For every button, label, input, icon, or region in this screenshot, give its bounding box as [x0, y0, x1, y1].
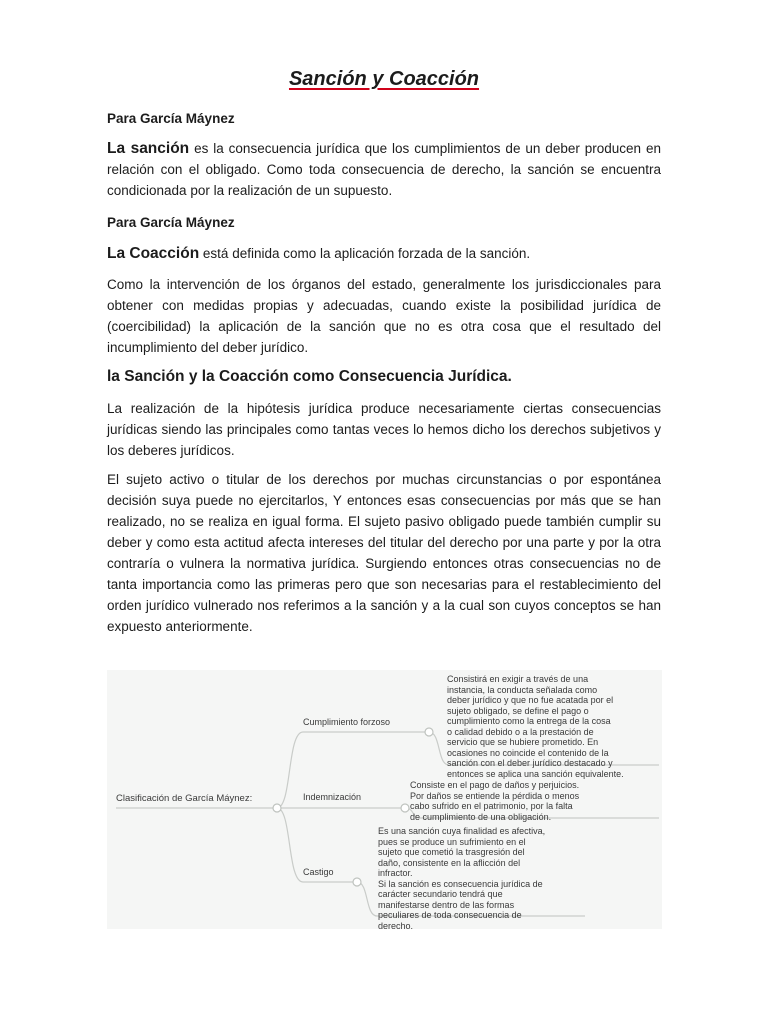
leaf-line: Consiste en el pago de daños y perjuicios. — [410, 780, 580, 790]
leaf-line: sujeto obligado, se define el pago o — [447, 705, 589, 716]
leaf-line: derecho. — [378, 920, 414, 931]
leaf-line: sujeto que cometió la trasgresión del — [378, 847, 525, 857]
branch-indemnizacion: Indemnización — [303, 792, 362, 802]
leaf-line: cabo sufrido en el patrimonio, por la falta — [410, 801, 573, 811]
mindmap-figure — [107, 670, 662, 929]
term-sancion: La sanción — [107, 140, 190, 157]
leaf-line: pues se produce un sufrimiento en el — [378, 836, 526, 847]
indemnizacion-node-dot — [401, 804, 409, 812]
paragraph-intervencion: Como la intervención de los órganos del estado, generalmente los jurisdiccionales para obtener con medidas propias y adecuadas, cuando existe la posibilidad jurídica de (coercibilidad) la aplicación de la sanción que no es otra cosa que el resultado del incumplimiento del deber jurídico. — [107, 277, 661, 355]
leaf-line: manifestarse dentro de las formas — [378, 899, 515, 910]
paragraph-coaccion — [107, 243, 661, 264]
leaf-line: daño, consistente en la aflicción del — [378, 857, 521, 868]
document-title: Sanción y Coacción — [288, 68, 480, 90]
leaf-line: Por daños se entiende la pérdida o menos — [410, 790, 580, 801]
leaf-line: Si la sanción es consecuencia jurídica de — [378, 878, 543, 889]
leaf-line: carácter secundario tendrá que — [378, 889, 503, 899]
leaf-line: peculiares de toda consecuencia de — [378, 910, 522, 920]
leaf-line: sanción con el deber jurídico destacado y — [447, 758, 613, 768]
leaf-indemnizacion — [410, 780, 670, 822]
paragraph-hipotesis: La realización de la hipótesis jurídica produce necesariamente ciertas consecuencias jurídicas siendo las principales como tantas veces lo hemos dicho los derechos subjetivos y los deberes jurídicos. — [107, 401, 661, 458]
leaf-line: infractor. — [378, 868, 413, 878]
definition-coaccion: está definida como la aplicación forzada de la sanción. — [199, 246, 531, 261]
leaf-line: cumplimiento como la entrega de la cosa — [447, 716, 611, 726]
section-heading: la Sanción y la Coacción como Consecuencia Jurídica. — [107, 368, 512, 385]
branch-cumplimiento-forzoso: Cumplimiento forzoso — [303, 717, 391, 727]
mindmap-root: Clasificación de García Máynez: — [116, 793, 253, 804]
leaf-line: instancia, la conducta señalada como — [447, 684, 598, 695]
castigo-node-dot — [353, 878, 361, 886]
subtitle-author-1: Para García Máynez — [107, 111, 235, 126]
paragraph-sujeto: El sujeto activo o titular de los derechos por muchas circunstancias o por espontánea decisión suya puede no ejercitarlos, Y entonces esas consecuencias por más que se han realizado, no se realiza en igual forma. El sujeto pasivo obligado puede también cumplir su deber y como esta actitud afecta intereses del titular del derecho por una parte y por la otra contraría o vulnera la normativa jurídica. Surgiendo entonces otras consecuencias no de tanta importancia como las primeras pero que son necesarias para el restablecimiento del orden jurídico vulnerado nos referimos a la sanción y a la cual son cuyos conceptos se han expuesto anteriormente. — [107, 472, 661, 634]
cumplimiento-node-dot — [425, 728, 433, 736]
subtitle-author-2: Para García Máynez — [107, 215, 235, 230]
leaf-line: servicio que se hubiere prometido. En — [447, 737, 599, 747]
leaf-line: o calidad debido o a la prestación de — [447, 726, 594, 737]
leaf-line: entonces se aplica una sanción equivalente. — [447, 768, 624, 779]
leaf-line: deber jurídico y que no fue acatada por el — [447, 695, 614, 705]
leaf-line: Consistirá en exigir a través de una — [447, 674, 589, 684]
definition-sancion: es la consecuencia jurídica que los cumplimientos de un deber producen en relación con el obligado. Como toda consecuencia de derecho, la sanción se encuentra condicionada por la realización de un supuesto. — [107, 141, 661, 198]
paragraph-sancion — [107, 138, 661, 201]
leaf-line: de cumplimiento de una obligación. — [410, 811, 552, 822]
branch-castigo: Castigo — [303, 867, 334, 877]
leaf-cumplimiento-forzoso — [447, 674, 717, 779]
leaf-castigo — [378, 826, 618, 931]
root-node-dot — [273, 804, 281, 812]
leaf-line: ocasiones no coincide el contenido de la — [447, 747, 609, 758]
term-coaccion: La Coacción — [107, 245, 200, 262]
leaf-line: Es una sanción cuya finalidad es afectiva, — [378, 826, 546, 836]
